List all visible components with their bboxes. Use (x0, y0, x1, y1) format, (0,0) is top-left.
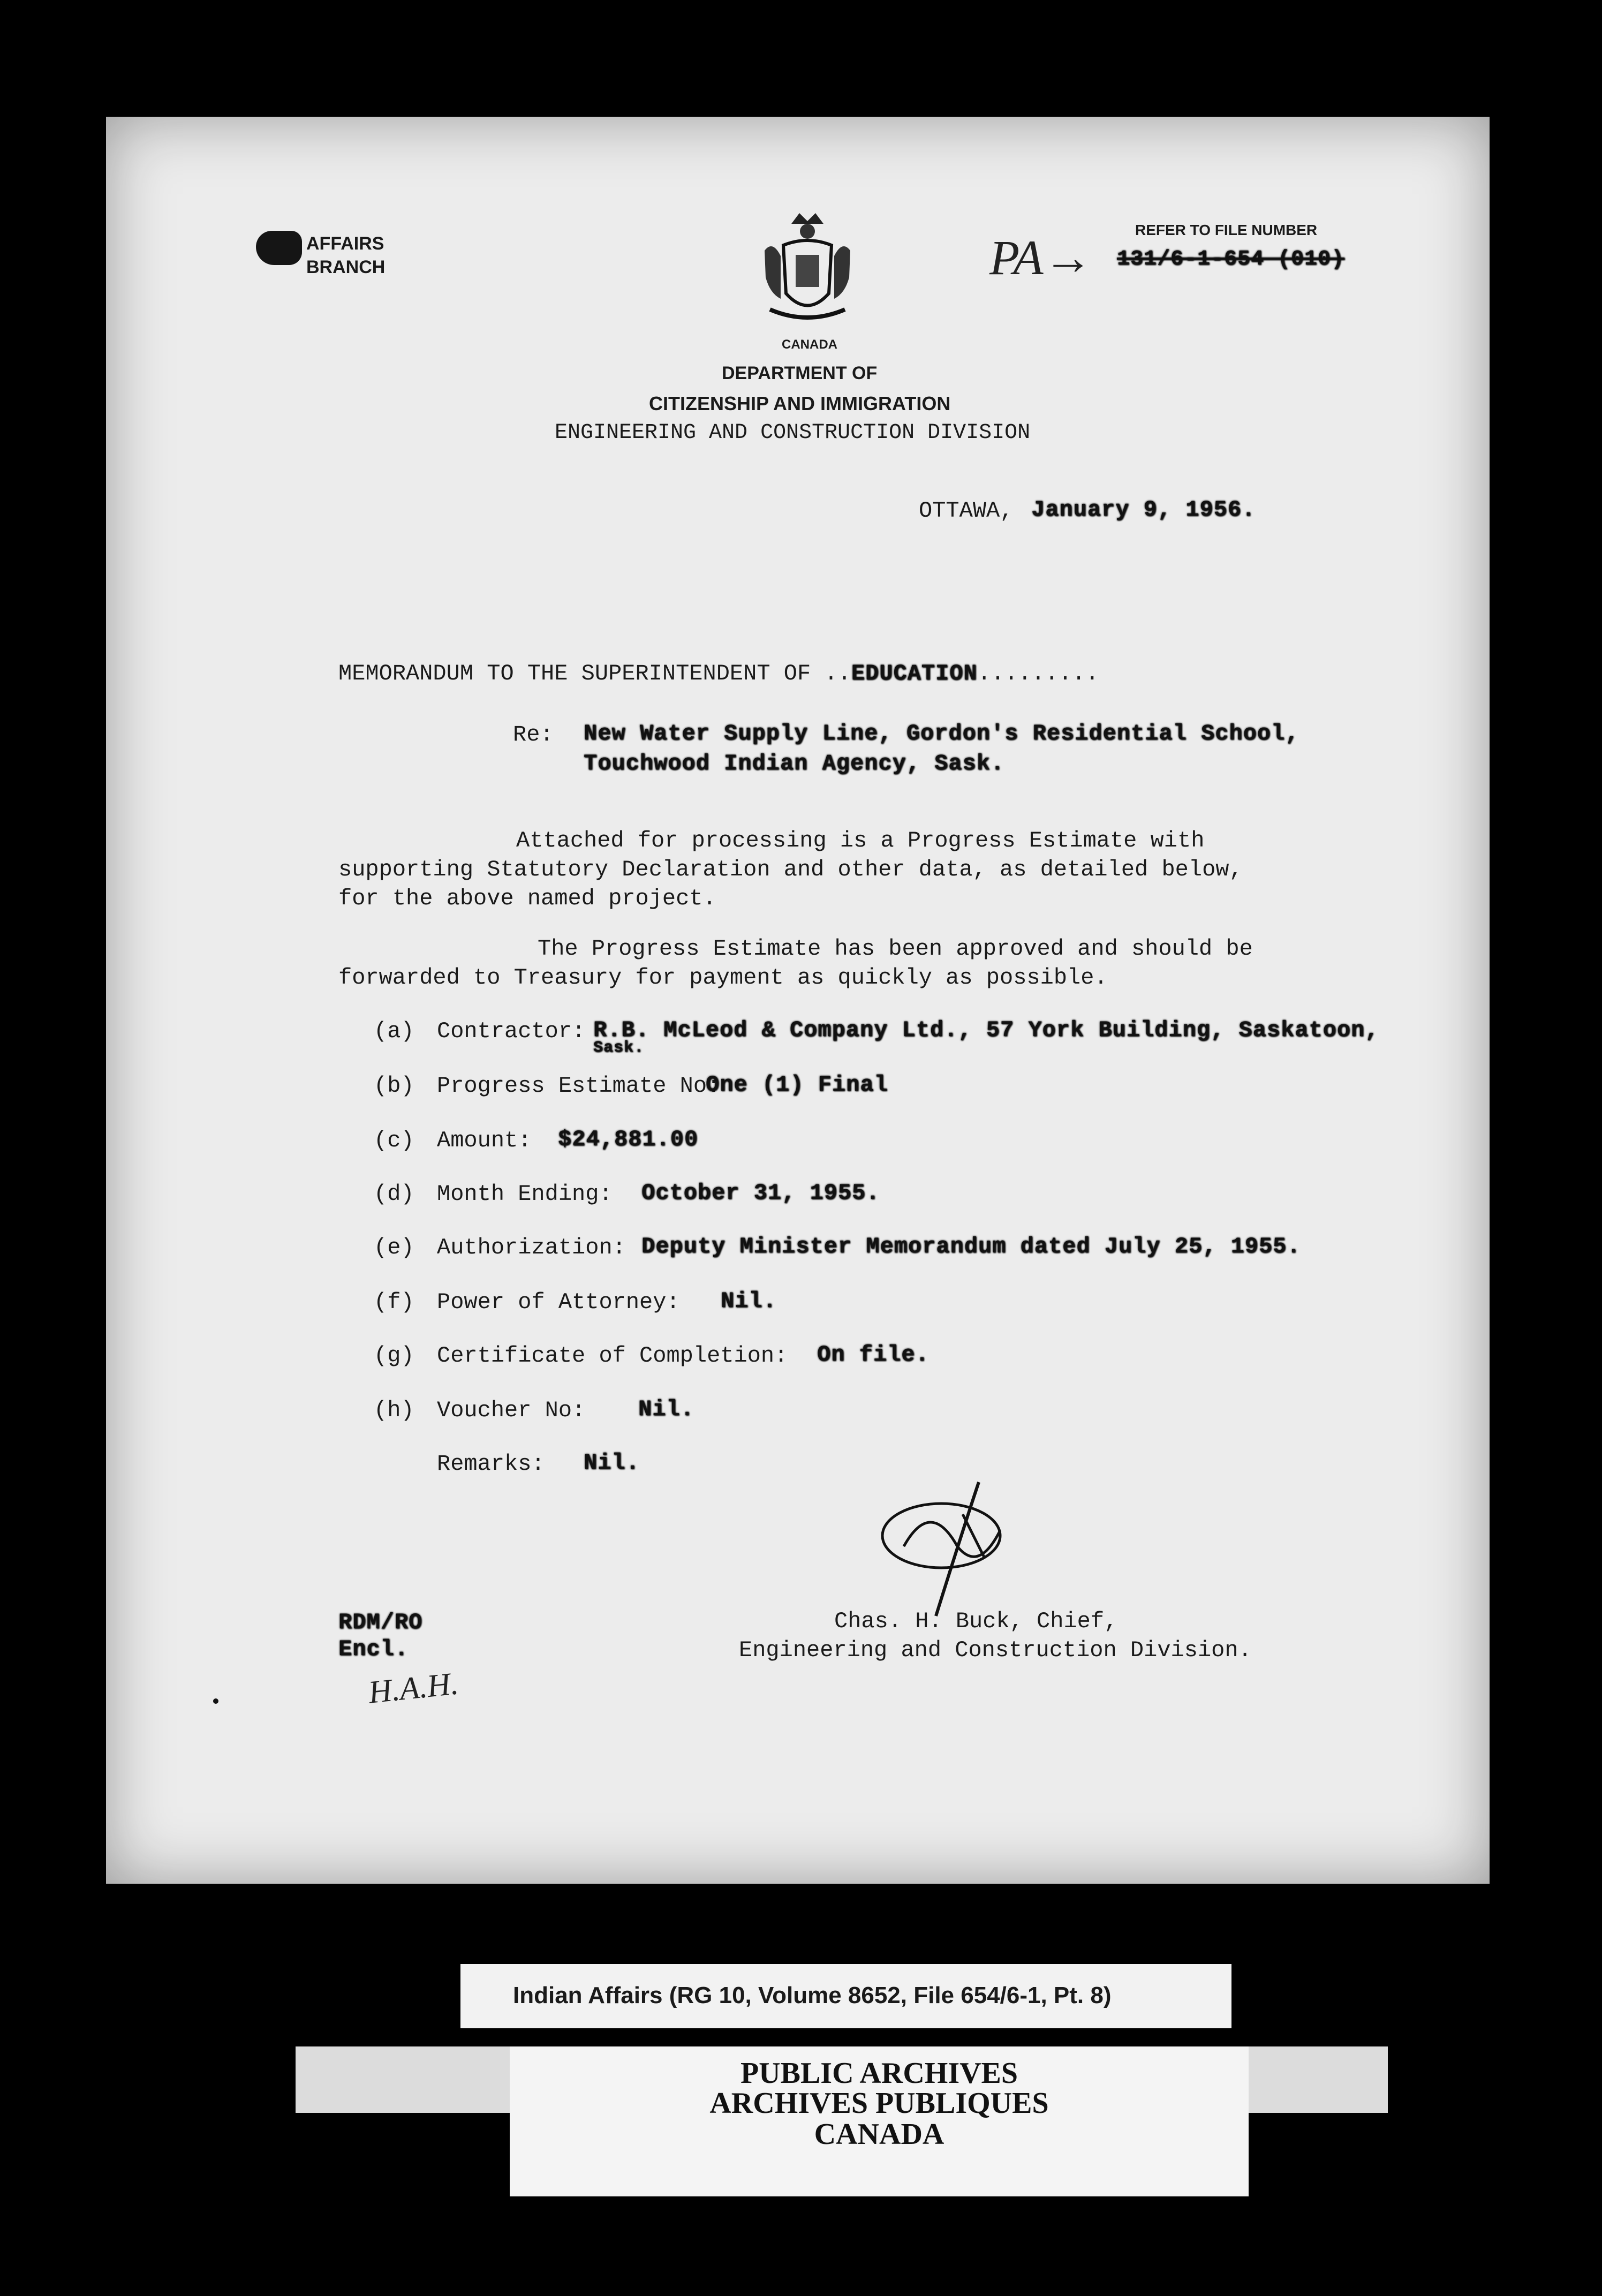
item-a-value: R.B. McLeod & Company Ltd., 57 York Building, Saskatoon, (593, 1017, 1379, 1043)
memo-to-prefix: MEMORANDUM TO THE SUPERINTENDENT OF .. (338, 661, 851, 686)
item-c-letter: (c) (374, 1128, 414, 1153)
handwritten-initials: H.A.H. (366, 1665, 460, 1710)
item-g-value: On file. (817, 1342, 930, 1368)
para1-line2: supporting Statutory Declaration and other data, as detailed below, (338, 857, 1243, 882)
item-f-label: Power of Attorney: (437, 1289, 680, 1315)
signature-icon (856, 1466, 1048, 1627)
dateline-city: OTTAWA, (919, 498, 1014, 524)
department-line1: DEPARTMENT OF (722, 363, 878, 383)
item-a-label: Contractor: (437, 1018, 586, 1044)
item-e-value: Deputy Minister Memorandum dated July 25, 1955. (641, 1234, 1301, 1259)
item-e-label: Authorization: (437, 1235, 626, 1260)
division-title: ENGINEERING AND CONSTRUCTION DIVISION (555, 421, 1031, 445)
item-f-value: Nil. (721, 1288, 777, 1314)
handwritten-note: PA→ (989, 230, 1093, 285)
re-line1: New Water Supply Line, Gordon's Residential School, (584, 721, 1299, 746)
document-page (106, 117, 1490, 1884)
item-h-letter: (h) (374, 1398, 414, 1423)
para1-line1: Attached for processing is a Progress Estimate with (516, 828, 1205, 854)
item-h-label: Voucher No: (437, 1398, 586, 1423)
signer-title: Engineering and Construction Division. (739, 1637, 1252, 1663)
branch-line2: BRANCH (306, 257, 386, 277)
para2-line2: forwarded to Treasury for payment as quickly as possible. (338, 965, 1108, 991)
stamp-line2: ARCHIVES PUBLIQUES (709, 2087, 1049, 2120)
stamp-line1: PUBLIC ARCHIVES (740, 2057, 1018, 2090)
item-e-letter: (e) (374, 1235, 414, 1260)
archive-source-strip (460, 1964, 1231, 2028)
item-c-value: $24,881.00 (558, 1127, 699, 1152)
department-line2: CITIZENSHIP AND IMMIGRATION (649, 392, 951, 414)
re-line2: Touchwood Indian Agency, Sask. (584, 751, 1005, 776)
file-number: 131/6-1-654 (010) (1117, 247, 1345, 271)
archive-source-label: Indian Affairs (RG 10, Volume 8652, File 654/6-1, Pt. 8) (513, 1982, 1112, 2008)
crest-caption: CANADA (782, 337, 837, 352)
memo-to-value: EDUCATION (851, 661, 978, 686)
ink-blot (256, 231, 302, 265)
coat-of-arms-icon (754, 208, 861, 336)
para1-line3: for the above named project. (338, 886, 716, 911)
item-b-value: One (1) Final (706, 1072, 888, 1098)
item-a-value2: Sask. (593, 1039, 645, 1057)
item-d-value: October 31, 1955. (641, 1180, 880, 1206)
signer-name: Chas. H. Buck, Chief, (834, 1608, 1118, 1634)
ref-initials: RDM/RO (338, 1610, 423, 1635)
memo-to-suffix: ......... (977, 661, 1099, 686)
item-a-letter: (a) (374, 1018, 414, 1044)
remarks-value: Nil. (584, 1450, 640, 1476)
item-c-label: Amount: (437, 1128, 532, 1153)
ref-encl: Encl. (338, 1636, 409, 1662)
dateline-date: January 9, 1956. (1031, 497, 1256, 523)
para2-line1: The Progress Estimate has been approved and should be (538, 936, 1253, 962)
ink-dot (213, 1698, 218, 1704)
item-h-value: Nil. (638, 1396, 694, 1422)
item-g-label: Certificate of Completion: (437, 1343, 788, 1369)
archive-stamp (510, 2046, 1249, 2196)
item-d-letter: (d) (374, 1181, 414, 1207)
remarks-label: Remarks: (437, 1451, 545, 1477)
item-f-letter: (f) (374, 1289, 414, 1315)
refer-label: REFER TO FILE NUMBER (1135, 222, 1318, 238)
re-label: Re: (513, 722, 554, 747)
branch-mark (267, 232, 385, 279)
memo-to-line (338, 661, 1099, 686)
item-b-letter: (b) (374, 1073, 414, 1099)
item-g-letter: (g) (374, 1343, 414, 1369)
item-b-label: Progress Estimate No: (437, 1073, 721, 1099)
branch-line1: AFFAIRS (306, 233, 384, 254)
stamp-line3: CANADA (814, 2118, 944, 2151)
item-d-label: Month Ending: (437, 1181, 613, 1207)
